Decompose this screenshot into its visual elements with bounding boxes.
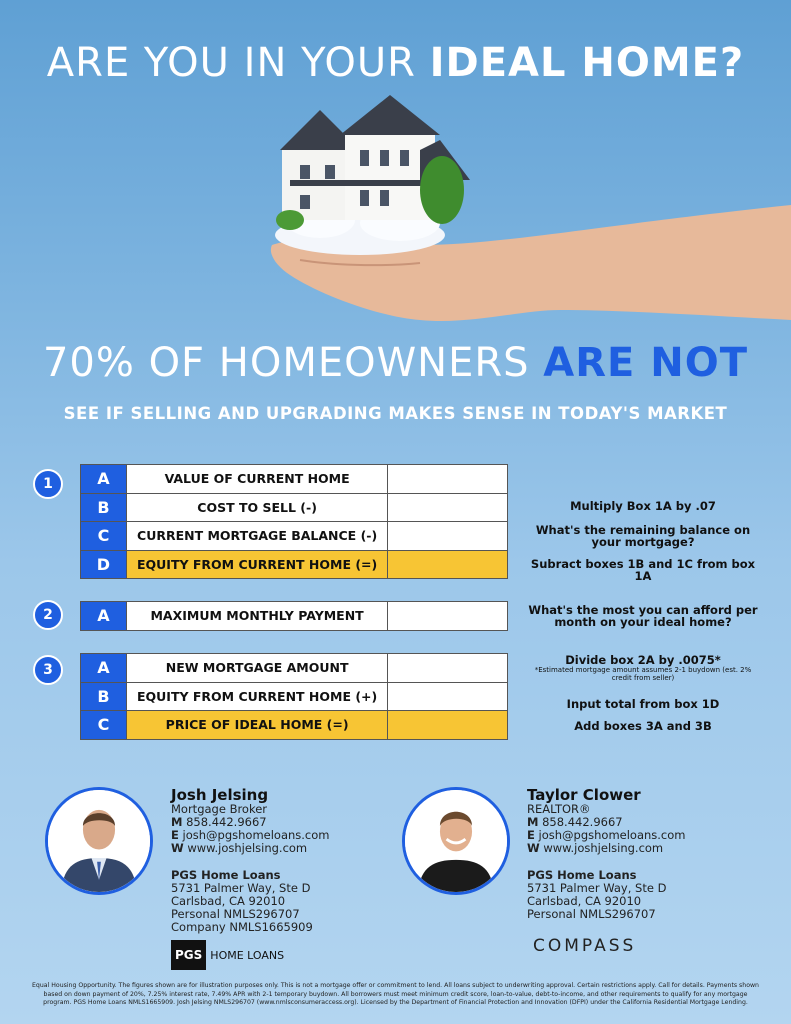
step-3-badge: 3 (33, 655, 63, 685)
phone-label: M (527, 815, 539, 829)
stat-plain: 70% OF HOMEOWNERS (42, 340, 530, 386)
table-row (81, 493, 508, 522)
nmls-personal: Personal NMLS296707 (171, 907, 300, 921)
value-box-1d[interactable] (388, 550, 508, 579)
step-2-badge: 2 (33, 600, 63, 630)
table-row (81, 522, 508, 551)
contact-title: Mortgage Broker (171, 802, 268, 816)
note-3a (528, 654, 758, 682)
table-row (81, 550, 508, 579)
pgs-home-loans-logo (171, 940, 284, 970)
note-1b: Multiply Box 1A by .07 (570, 499, 716, 513)
note-1d: Subract boxes 1B and 1C from box 1A (530, 557, 756, 583)
email-label: E (171, 828, 179, 842)
value-box-2a[interactable] (388, 602, 508, 631)
pgs-logo-mark: PGS (171, 940, 206, 970)
row-letter: B (81, 493, 127, 522)
contact-website[interactable]: www.joshjelsing.com (543, 841, 664, 855)
note-3b: Input total from box 1D (566, 697, 720, 711)
table-row (81, 654, 508, 683)
avatar-josh (45, 787, 153, 895)
headline-bold: IDEAL HOME? (429, 40, 745, 86)
row-label: MAXIMUM MONTHLY PAYMENT (126, 602, 387, 631)
value-box-1a[interactable] (388, 465, 508, 494)
disclaimer: Equal Housing Opportunity. The figures shown are for illustration purposes only. This is not a mortgage offer or commitment to lend. All loans subject to underwriting approval. Certain restrictions apply. Call for details. Payments shown based on down payment of 20%, 7.25% interest rate, 7.49% APR with 2-1 temporary buydown. All borrowers must meet minimum credit score, loan-to-value, debt-to-income, and other requirements to qualify for any mortgage program. PGS Home Loans NMLS1665909. Josh Jelsing NMLS296707 (www.nmlsconsumeraccess.org). Licensed by the Department of Financial Protection and Innovation (DFPI) under the California Residential Mortgage Lending. (32, 982, 759, 1006)
company-name: PGS Home Loans (527, 868, 637, 882)
contact-name: Josh Jelsing (171, 786, 269, 804)
pgs-logo-text: HOME LOANS (210, 948, 285, 962)
step-1-badge: 1 (33, 469, 63, 499)
compass-logo: COMPASS (533, 936, 637, 956)
contact-website[interactable]: www.joshjelsing.com (187, 841, 308, 855)
contact-title: REALTOR® (527, 802, 591, 816)
contact-card-josh (171, 787, 330, 934)
step-2-table (80, 601, 508, 631)
nmls-personal: Personal NMLS296707 (527, 907, 656, 921)
subhead: SEE IF SELLING AND UPGRADING MAKES SENSE IN TODAY'S MARKET (63, 404, 728, 423)
value-box-3b[interactable] (388, 682, 508, 711)
avatar-taylor (402, 787, 510, 895)
address-line-2: Carlsbad, CA 92010 (527, 894, 642, 908)
value-box-1b[interactable] (388, 493, 508, 522)
table-row (81, 711, 508, 740)
phone-label: M (171, 815, 183, 829)
house-in-hand-illustration (0, 95, 791, 335)
table-row (81, 465, 508, 494)
contact-card-taylor (527, 787, 686, 921)
row-label: NEW MORTGAGE AMOUNT (126, 654, 387, 683)
row-letter: C (81, 711, 127, 740)
person-icon (405, 790, 507, 892)
address-line-1: 5731 Palmer Way, Ste D (527, 881, 667, 895)
note-1c: What's the remaining balance on your mortgage? (535, 523, 751, 549)
company-name: PGS Home Loans (171, 868, 281, 882)
contact-phone[interactable]: 858.442.9667 (542, 815, 623, 829)
address-line-1: 5731 Palmer Way, Ste D (171, 881, 311, 895)
headline (0, 40, 791, 86)
house-icon (276, 95, 470, 230)
note-2a: What's the most you can afford per month on your ideal home? (528, 603, 758, 629)
row-label: EQUITY FROM CURRENT HOME (=) (126, 550, 387, 579)
contact-phone[interactable]: 858.442.9667 (186, 815, 267, 829)
row-label: COST TO SELL (-) (126, 493, 387, 522)
web-label: W (171, 841, 184, 855)
stat-accent: ARE NOT (543, 340, 749, 386)
stat-headline (0, 340, 791, 386)
contact-email[interactable]: josh@pgshomeloans.com (538, 828, 686, 842)
table-row (81, 682, 508, 711)
note-3a-footnote: *Estimated mortgage amount assumes 2-1 buydown (est. 2% credit from seller) (534, 666, 752, 682)
person-icon (48, 790, 150, 892)
note-3c: Add boxes 3A and 3B (574, 719, 712, 733)
headline-plain: ARE YOU IN YOUR (46, 40, 416, 86)
row-label: VALUE OF CURRENT HOME (126, 465, 387, 494)
note-3a-text: Divide box 2A by .0075* (565, 653, 721, 667)
value-box-3a[interactable] (388, 654, 508, 683)
contact-email[interactable]: josh@pgshomeloans.com (182, 828, 330, 842)
row-letter: A (81, 602, 127, 631)
row-letter: A (81, 654, 127, 683)
row-letter: A (81, 465, 127, 494)
row-label: EQUITY FROM CURRENT HOME (+) (126, 682, 387, 711)
value-box-3c[interactable] (388, 711, 508, 740)
contact-name: Taylor Clower (527, 786, 641, 804)
value-box-1c[interactable] (388, 522, 508, 551)
nmls-company: Company NMLS1665909 (171, 920, 313, 934)
step-1-table (80, 464, 508, 579)
email-label: E (527, 828, 535, 842)
row-letter: D (81, 550, 127, 579)
row-label: CURRENT MORTGAGE BALANCE (-) (126, 522, 387, 551)
address-line-2: Carlsbad, CA 92010 (171, 894, 286, 908)
row-letter: B (81, 682, 127, 711)
table-row (81, 602, 508, 631)
step-3-table (80, 653, 508, 740)
web-label: W (527, 841, 540, 855)
row-letter: C (81, 522, 127, 551)
row-label: PRICE OF IDEAL HOME (=) (126, 711, 387, 740)
